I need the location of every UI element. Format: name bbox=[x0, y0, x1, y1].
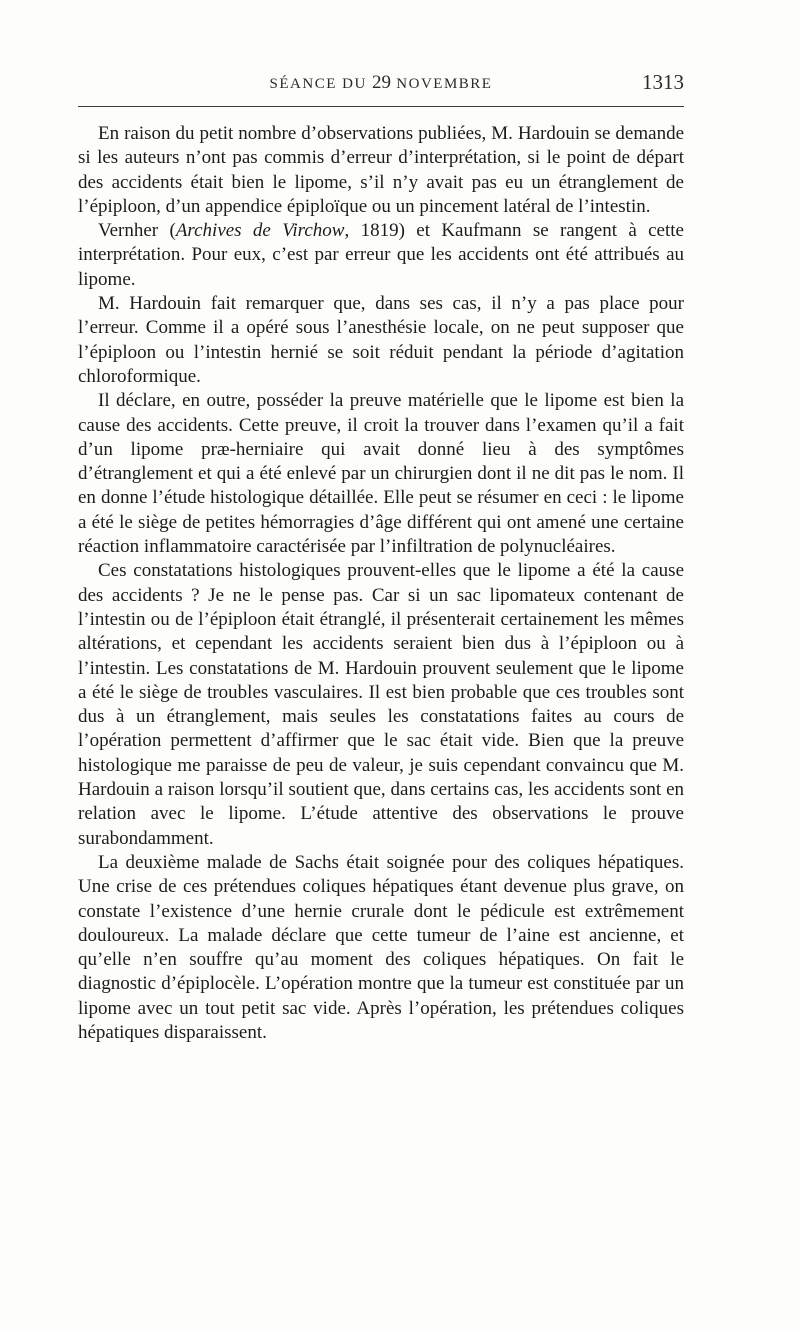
journal-citation: Archives de Virchow bbox=[175, 220, 345, 242]
paragraph-5: Ces constatations histologiques prouvent-elles que le lipome a été la cause des accidents ? Je ne le pense pas. Car si un sac lipomateux contenant de l’intestin ou de l’épiploon était étranglé, il présenterait certainement les mêmes altérations, et cependant les accidents seraient bien dus à l’épiploon ou à l’intestin. Les constatations de M. Hardouin prouvent seulement que le lipome a été le siège de troubles vasculaires. Il est bien probable que ces troubles sont dus à un étranglement, mais seules les constatations faites au cours de l’opération permettent d’affirmer que le sac était vide. Bien que la preuve histologique me paraisse de peu de valeur, je suis cependant convaincu que M. Hardouin a raison lorsqu’il soutient que, dans certains cas, les accidents sont en relation avec le lipome. L’étude attentive des observations le prouve surabondamment. bbox=[78, 560, 684, 849]
paragraph-2-before: Vernher ( bbox=[98, 220, 176, 242]
running-title bbox=[78, 72, 684, 94]
paragraph-2-after: , 1819) et Kaufmann se rangent à cette interprétation. Pour eux, c’est par erreur que les accidents ont été attribués au lipome. bbox=[78, 220, 684, 290]
body-text bbox=[78, 122, 684, 1045]
title-prefix: SÉANCE DU bbox=[269, 76, 373, 92]
title-suffix: NOVEMBRE bbox=[391, 76, 493, 92]
paragraph-2 bbox=[78, 219, 684, 292]
paragraph-4: Il déclare, en outre, posséder la preuve matérielle que le lipome est bien la cause des accidents. Cette preuve, il croit la trouver dans l’examen qu’il a fait d’un lipome præ-herniaire qui avait donné lieu à des symptômes d’étranglement et qui a été enlevé par un chirurgien dont il ne dit pas le nom. Il en donne l’étude histologique détaillée. Elle peut se résumer en ceci : le lipome a été le siège de petites hémorragies d’âge différent qui ont amené une certaine réaction inflammatoire caractérisée par l’infiltration de polynucléaires. bbox=[78, 390, 684, 558]
header-rule bbox=[78, 106, 684, 107]
title-day: 29 bbox=[372, 72, 392, 93]
page-number: 1313 bbox=[642, 70, 684, 94]
paragraph-1: En raison du petit nombre d’observations publiées, M. Hardouin se demande si les auteurs n’ont pas commis d’erreur d’interprétation, si le point de départ des accidents était bien le lipome, s’il n’y avait pas eu un étranglement de l’épiploon, d’un appendice épiploïque ou un pincement latéral de l’intestin. bbox=[78, 123, 684, 217]
paragraph-6: La deuxième malade de Sachs était soignée pour des coliques hépatiques. Une crise de ces prétendues coliques hépatiques étant devenue plus grave, on constate l’existence d’une hernie crurale dont le pédicule est extrêmement douloureux. La malade déclare que cette tumeur de l’aine est ancienne, et qu’elle n’en souffre qu’au moment des coliques hépatiques. On fait le diagnostic d’épiplocèle. L’opération montre que la tumeur est constituée par un lipome avec un tout petit sac vide. Après l’opération, les prétendues coliques hépatiques disparaissent. bbox=[78, 851, 684, 1043]
paragraph-3: M. Hardouin fait remarquer que, dans ses cas, il n’y a pas place pour l’erreur. Comme il a opéré sous l’anesthésie locale, on ne peut supposer que l’épiploon ou l’intestin hernié se soit réduit pendant la période d’agitation chloroformique. bbox=[78, 293, 684, 387]
running-header bbox=[78, 72, 684, 96]
